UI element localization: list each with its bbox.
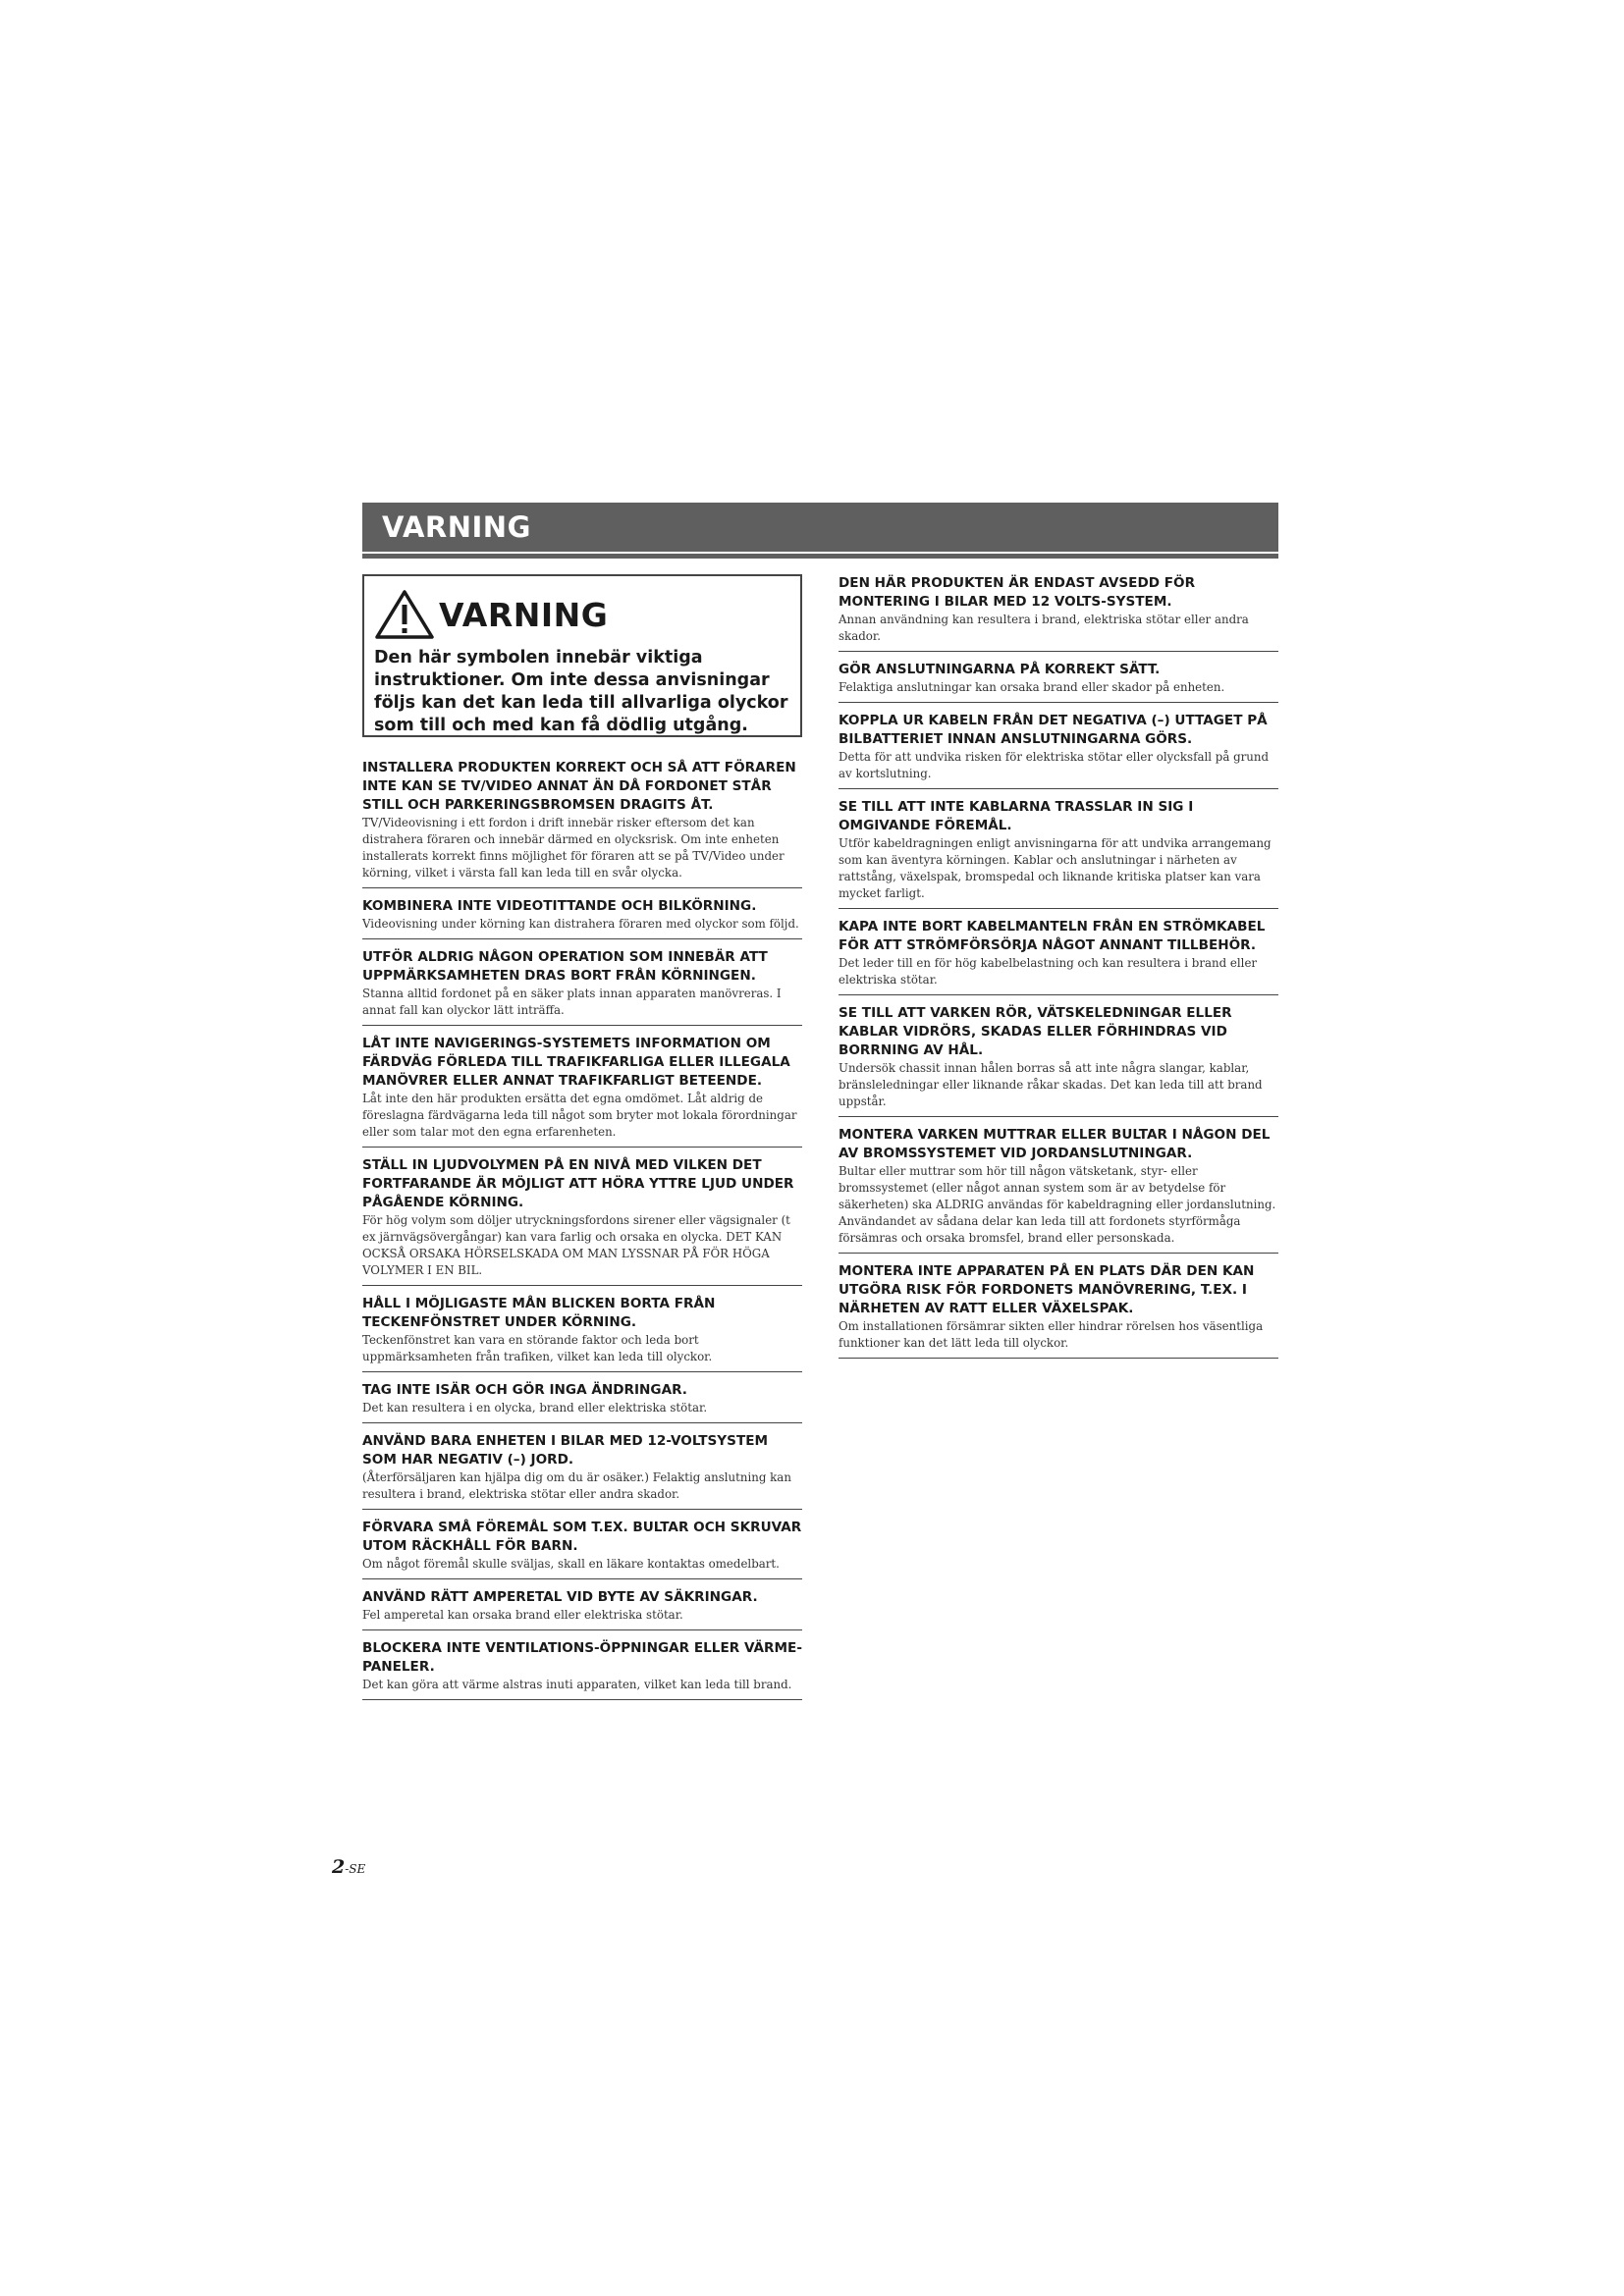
section-heading: SE TILL ATT INTE KABLARNA TRASSLAR IN SIG I OMGIVANDE FÖREMÅL. <box>839 799 1194 833</box>
section-heading: TAG INTE ISÄR OCH GÖR INGA ÄNDRINGAR. <box>362 1382 687 1398</box>
warning-triangle-icon <box>374 589 435 640</box>
section-body: Stanna alltid fordonet på en säker plats innan apparaten manövreras. I annat fall kan olyckor lätt inträffa. <box>362 987 782 1017</box>
warning-section <box>839 661 1278 703</box>
warning-section <box>839 1004 1278 1117</box>
warning-section <box>362 1639 802 1700</box>
section-heading: KOMBINERA INTE VIDEOTITTANDE OCH BILKÖRNING. <box>362 898 757 914</box>
header-banner <box>362 503 1278 552</box>
section-heading: KOPPLA UR KABELN FRÅN DET NEGATIVA (–) UTTAGET PÅ BILBATTERIET INNAN ANSLUTNINGARNA GÖRS. <box>839 713 1268 747</box>
warning-section <box>362 1035 802 1148</box>
warning-section <box>839 1262 1278 1359</box>
section-heading: HÅLL I MÖJLIGASTE MÅN BLICKEN BORTA FRÅN TECKENFÖNSTRET UNDER KÖRNING. <box>362 1296 716 1330</box>
warning-section <box>362 948 802 1026</box>
section-body: (Återförsäljaren kan hjälpa dig om du är osäker.) Felaktig anslutning kan resultera i brand, elektriska stötar eller andra skador. <box>362 1470 791 1501</box>
section-body: För hög volym som döljer utryckningsfordons sirener eller vägsignaler (t ex järnvägsövergångar) kan vara farlig och orsaka en olycka. DET KAN OCKSÅ ORSAKA HÖRSELSKADA OM MAN LYSSNAR PÅ FÖR HÖGA VOLYMER I EN BIL. <box>362 1213 790 1277</box>
warning-section <box>362 1588 802 1630</box>
section-heading: MONTERA INTE APPARATEN PÅ EN PLATS DÄR DEN KAN UTGÖRA RISK FÖR FORDONETS MANÖVRERING, T.EX. I NÄRHETEN AV RATT ELLER VÄXELSPAK. <box>839 1263 1255 1316</box>
warning-section <box>362 1156 802 1286</box>
warning-section <box>362 1295 802 1372</box>
section-heading: GÖR ANSLUTNINGARNA PÅ KORREKT SÄTT. <box>839 662 1161 677</box>
section-heading: ANVÄND BARA ENHETEN I BILAR MED 12-VOLTSYSTEM SOM HAR NEGATIV (–) JORD. <box>362 1433 769 1468</box>
warning-section <box>362 759 802 888</box>
section-heading: KAPA INTE BORT KABELMANTELN FRÅN EN STRÖMKABEL FÖR ATT STRÖMFÖRSÖRJA NÅGOT ANNANT TILLBEHÖR. <box>839 919 1266 953</box>
warning-box <box>362 574 802 737</box>
section-body: Fel amperetal kan orsaka brand eller elektriska stötar. <box>362 1608 683 1622</box>
warning-title: VARNING <box>439 595 609 634</box>
section-body: Utför kabeldragningen enligt anvisningarna för att undvika arrangemang som kan äventyra körningen. Kablar och anslutningar i närheten av rattstång, växelspak, bromspedal och liknande kritiska platser kan vara mycket farligt. <box>839 836 1272 900</box>
section-heading: BLOCKERA INTE VENTILATIONS-ÖPPNINGAR ELLER VÄRME-PANELER. <box>362 1640 802 1675</box>
section-heading: MONTERA VARKEN MUTTRAR ELLER BULTAR I NÅGON DEL AV BROMSSYSTEMET VID JORDANSLUTNINGAR. <box>839 1127 1271 1161</box>
section-body: Om något föremål skulle sväljas, skall en läkare kontaktas omedelbart. <box>362 1557 780 1571</box>
warning-section <box>839 712 1278 789</box>
warning-section <box>362 1432 802 1510</box>
section-body: Låt inte den här produkten ersätta det egna omdömet. Låt aldrig de föreslagna färdvägarna leda till något som bryter mot lokala förordningar eller som talar mot den egna erfarenheten. <box>362 1092 797 1139</box>
warning-section <box>839 574 1278 652</box>
section-heading: STÄLL IN LJUDVOLYMEN PÅ EN NIVÅ MED VILKEN DET FORTFARANDE ÄR MÖJLIGT ATT HÖRA YTTRE LJUD UNDER PÅGÅENDE KÖRNING. <box>362 1157 794 1210</box>
left-column <box>362 574 802 1709</box>
warning-section <box>362 1519 802 1579</box>
section-heading: UTFÖR ALDRIG NÅGON OPERATION SOM INNEBÄR ATT UPPMÄRKSAMHETEN DRAS BORT FRÅN KÖRNINGEN. <box>362 949 768 984</box>
section-heading: LÅT INTE NAVIGERINGS-SYSTEMETS INFORMATION OM FÄRDVÄG FÖRLEDA TILL TRAFIKFARLIGA ELLER ILLEGALA MANÖVRER ELLER ANNAT TRAFIKFARLIGT BETEENDE. <box>362 1036 790 1089</box>
section-heading: DEN HÄR PRODUKTEN ÄR ENDAST AVSEDD FÖR MONTERING I BILAR MED 12 VOLTS-SYSTEM. <box>839 575 1196 610</box>
section-body: Om installationen försämrar sikten eller hindrar rörelsen hos väsentliga funktioner kan det lätt leda till olyckor. <box>839 1319 1264 1350</box>
section-body: Det kan göra att värme alstras inuti apparaten, vilket kan leda till brand. <box>362 1678 792 1691</box>
warning-section <box>362 897 802 939</box>
warning-section <box>362 1381 802 1423</box>
page-number-value: 2 <box>332 1856 346 1878</box>
section-body: TV/Videovisning i ett fordon i drift innebär risker eftersom det kan distrahera föraren och innebär därmed en olycksrisk. Om inte enheten installerats korrekt finns möjlighet för föraren att se på TV/Video under körning, vilket i värsta fall kan leda till en svår olycka. <box>362 816 785 880</box>
section-heading: SE TILL ATT VARKEN RÖR, VÄTSKELEDNINGAR ELLER KABLAR VIDRÖRS, SKADAS ELLER FÖRHINDRAS VID BORRNING AV HÅL. <box>839 1005 1232 1058</box>
warning-section <box>839 918 1278 995</box>
section-body: Felaktiga anslutningar kan orsaka brand eller skador på enheten. <box>839 680 1225 694</box>
section-body: Annan användning kan resultera i brand, elektriska stötar eller andra skador. <box>839 613 1249 643</box>
section-heading: ANVÄND RÄTT AMPERETAL VID BYTE AV SÄKRINGAR. <box>362 1589 758 1605</box>
warning-section <box>839 798 1278 909</box>
section-heading: FÖRVARA SMÅ FÖREMÅL SOM T.EX. BULTAR OCH SKRUVAR UTOM RÄCKHÅLL FÖR BARN. <box>362 1520 802 1554</box>
section-body: Det leder till en för hög kabelbelastning och kan resultera i brand eller elektriska stötar. <box>839 956 1258 987</box>
warning-heading <box>374 586 790 643</box>
warning-section <box>839 1126 1278 1254</box>
section-body: Teckenfönstret kan vara en störande faktor och leda bort uppmärksamheten från trafiken, vilket kan leda till olyckor. <box>362 1333 713 1363</box>
page-number <box>332 1856 365 1878</box>
right-column <box>839 574 1278 1367</box>
section-body: Det kan resultera i en olycka, brand eller elektriska stötar. <box>362 1401 708 1415</box>
header-rule <box>362 554 1278 559</box>
section-body: Bultar eller muttrar som hör till någon vätsketank, styr- eller bromssystemet (eller något annan system som är av betydelse för säkerheten) ska ALDRIG användas för kabeldragning eller jordanslutning. Användandet av sådana delar kan leda till att fordonets styrförmåga försämras och orsaka bromsfel, brand eller personskada. <box>839 1164 1276 1245</box>
section-body: Undersök chassit innan hålen borras så att inte några slangar, kablar, bränsleledningar eller liknande råkar skadas. Det kan leda till att brand uppstår. <box>839 1061 1263 1108</box>
page-number-suffix: -SE <box>345 1862 366 1876</box>
section-body: Videovisning under körning kan distrahera föraren med olyckor som följd. <box>362 917 799 931</box>
warning-text: Den här symbolen innebär viktiga instruktioner. Om inte dessa anvisningar följs kan det kan leda till allvarliga olyckor som till och med kan få dödlig utgång. <box>374 648 788 735</box>
section-body: Detta för att undvika risken för elektriska stötar eller olycksfall på grund av kortslutning. <box>839 750 1270 780</box>
section-heading: INSTALLERA PRODUKTEN KORREKT OCH SÅ ATT FÖRAREN INTE KAN SE TV/VIDEO ANNAT ÄN DÅ FORDONET STÅR STILL OCH PARKERINGSBROMSEN DRAGITS ÅT. <box>362 760 796 813</box>
page-title: VARNING <box>382 510 531 544</box>
